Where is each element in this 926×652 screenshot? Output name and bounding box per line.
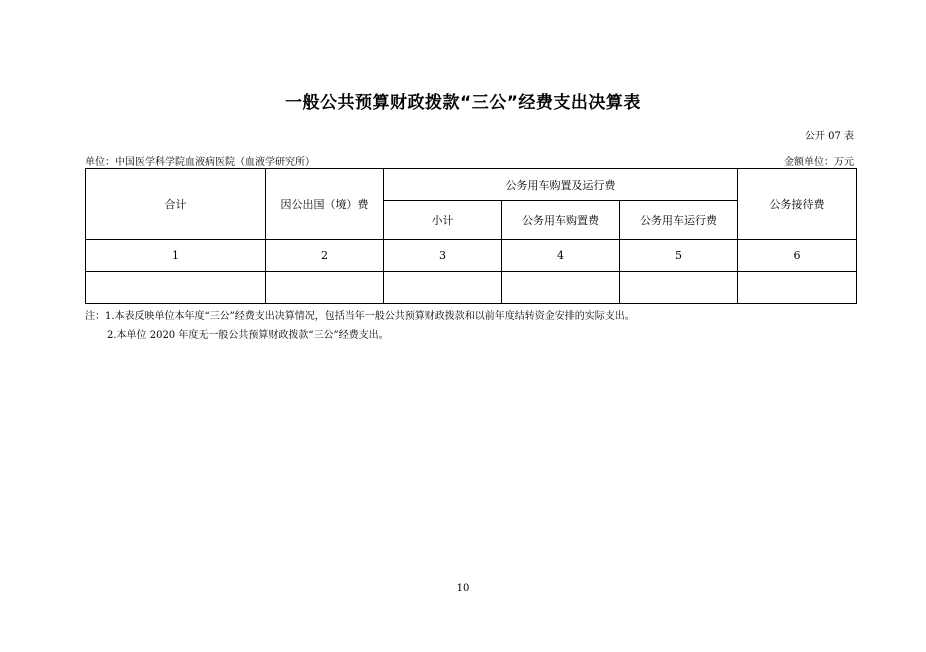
column-number-row: [86, 240, 857, 272]
unit-label: 单位：中国医学科学院血液病医院（血液学研究所）: [85, 157, 315, 168]
header-vehicle-group: 公务用车购置及运行费: [384, 169, 738, 201]
page-title: 一般公共预算财政拨款“三公”经费支出决算表: [285, 93, 641, 113]
data-row: [86, 272, 857, 304]
header-reception: 公务接待费: [738, 169, 857, 240]
data-cell: [620, 272, 738, 304]
three-public-expenses-table: [85, 168, 857, 304]
header-vehicle-purchase: 公务用车购置费: [502, 201, 620, 240]
header-subtotal: 小计: [384, 201, 502, 240]
header-vehicle-operation: 公务用车运行费: [620, 201, 738, 240]
page-number: 10: [456, 583, 470, 594]
note-1: 注：1.本表反映单位本年度“三公”经费支出决算情况，包括当年一般公共预算财政拨款和以前年度结转资金安排的实际支出。: [85, 311, 635, 322]
header-total: 合计: [86, 169, 266, 240]
data-cell: [86, 272, 266, 304]
column-number: 2: [266, 240, 384, 272]
form-code: 公开 07 表: [804, 131, 854, 142]
column-number: 1: [86, 240, 266, 272]
column-number: 5: [620, 240, 738, 272]
header-row-1: [86, 169, 857, 201]
data-cell: [384, 272, 502, 304]
data-cell: [502, 272, 620, 304]
note-2: 2.本单位 2020 年度无一般公共预算财政拨款“三公”经费支出。: [107, 330, 389, 341]
column-number: 4: [502, 240, 620, 272]
data-cell: [738, 272, 857, 304]
data-cell: [266, 272, 384, 304]
header-overseas: 因公出国（境）费: [266, 169, 384, 240]
column-number: 6: [738, 240, 857, 272]
amount-unit-label: 金额单位：万元: [784, 157, 854, 168]
column-number: 3: [384, 240, 502, 272]
